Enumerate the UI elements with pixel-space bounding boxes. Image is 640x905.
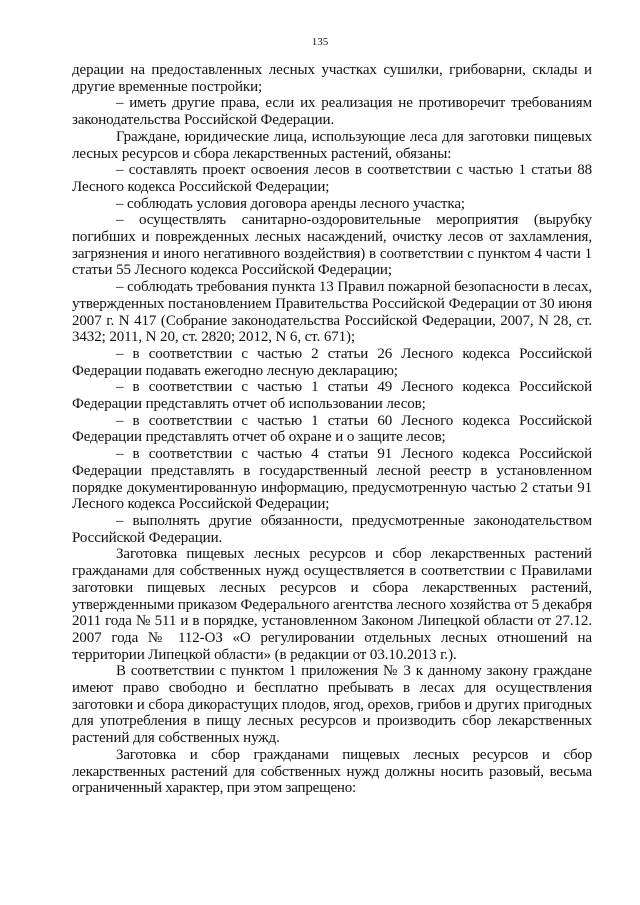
paragraph-6: – осуществлять санитарно-оздоровительные мероприятия (вырубку погибших и поврежденных лесных насаждений, очистку лесов от захламления, загрязнения и иного негативного воздействия) в соответствии с пунктом 4 части 1 статьи 55 Лесного кодекса Российской Федерации; [72, 212, 592, 279]
page-number: 135 [311, 36, 329, 48]
paragraph-8: – в соответствии с частью 2 статьи 26 Лесного кодекса Российской Федерации подавать ежегодно лесную декларацию; [72, 345, 592, 379]
paragraph-1: дерации на предоставленных лесных участках сушилки, грибоварни, склады и другие временные постройки; [72, 62, 592, 95]
paragraph-3: Граждане, юридические лица, использующие леса для заготовки пищевых лесных ресурсов и сбора лекарственных растений, обязаны: [72, 128, 592, 162]
document-body [72, 62, 592, 797]
paragraph-12: – выполнять другие обязанности, предусмотренные законодательством Российской Федерации. [72, 512, 592, 546]
paragraph-13: Заготовка пищевых лесных ресурсов и сбор лекарственных растений гражданами для собственных нужд осуществляется в соответствии с Правилами заготовки пищевых лесных ресурсов и сбора лекарственных растений, утвержденными приказом Федерального агентства лесного хозяйства от 5 декабря 2011 года № 511 и в порядке, установленном Законом Липецкой области от 27.12. 2007 года № 112-ОЗ «О регулировании отдельных лесных отношений на территории Липецкой области» (в редакции от 03.10.2013 г.). [72, 546, 592, 663]
paragraph-9: – в соответствии с частью 1 статьи 49 Лесного кодекса Российской Федерации представлять отчет об использовании лесов; [72, 379, 592, 413]
paragraph-15: Заготовка и сбор гражданами пищевых лесных ресурсов и сбор лекарственных растений для собственных нужд должны носить разовый, весьма ограниченный характер, при этом запрещено: [72, 746, 592, 797]
paragraph-2: – иметь другие права, если их реализация не противоречит требованиям законодательства Российской Федерации. [72, 95, 592, 129]
paragraph-4: – составлять проект освоения лесов в соответствии с частью 1 статьи 88 Лесного кодекса Российской Федерации; [72, 162, 592, 195]
paragraph-14: В соответствии с пунктом 1 приложения № 3 к данному закону граждане имеют право свободно и бесплатно пребывать в лесах для осуществления заготовки и сбора дикорастущих плодов, ягод, орехов, грибов и других пригодных для употребления в пищу лесных ресурсов и производить сбор лекарственных растений для собственных нужд. [72, 663, 592, 747]
paragraph-10: – в соответствии с частью 1 статьи 60 Лесного кодекса Российской Федерации представлять отчет об охране и о защите лесов; [72, 412, 592, 446]
paragraph-5: – соблюдать условия договора аренды лесного участка; [116, 195, 465, 212]
paragraph-7: – соблюдать требования пункта 13 Правил пожарной безопасности в лесах, утвержденных постановлением Правительства Российской Федерации от 30 июня 2007 г. N 417 (Собрание законодательства Российской Федерации, 2007, N 28, ст. 3432; 2011, N 20, ст. 2820; 2012, N 6, ст. 671); [72, 279, 592, 346]
paragraph-11: – в соответствии с частью 4 статьи 91 Лесного кодекса Российской Федерации представлять в государственный лесной реестр в установленном порядке документированную информацию, предусмотренную частью 2 статьи 91 Лесного кодекса Российской Федерации; [72, 446, 592, 513]
